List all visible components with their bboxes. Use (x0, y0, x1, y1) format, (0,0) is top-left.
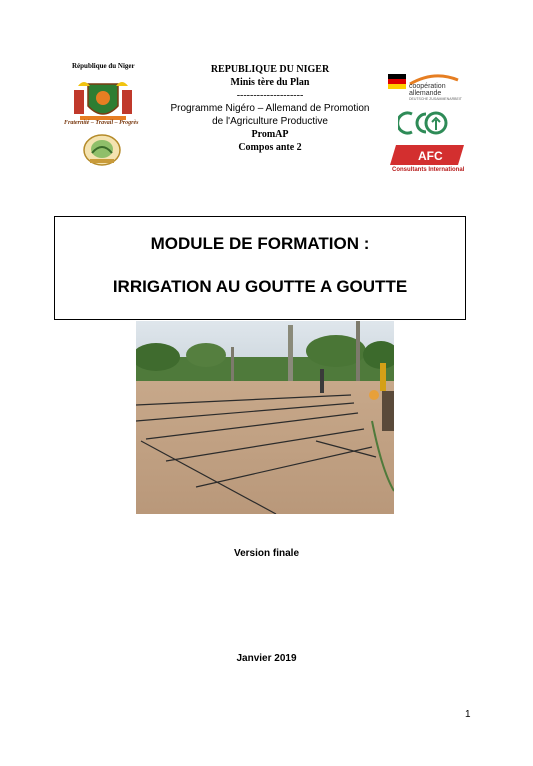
title-box (54, 216, 466, 320)
seal-emblem-icon (82, 133, 122, 167)
version-label: Version finale (233, 548, 300, 559)
ministry-name: Minis tère du Plan (230, 77, 310, 88)
coop-text (409, 83, 446, 97)
motto-text: Fraternité – Travail – Progrès (64, 120, 139, 126)
drip-irrigation-photo (136, 321, 394, 514)
date-label: Janvier 2019 (236, 653, 297, 664)
programme-line-2: de l'Agriculture Productive (212, 116, 328, 127)
header-block (140, 63, 400, 154)
programme-line-1: Programme Nigéro – Allemand de Promotion (170, 103, 370, 114)
afc-logo-icon (390, 145, 464, 165)
eco-logo-icon (398, 108, 448, 138)
page-number: 1 (465, 709, 471, 720)
coop-text-2: allemande (409, 90, 442, 97)
country-name: REPUBLIQUE DU NIGER (210, 64, 330, 75)
component-name: Compos ante 2 (238, 142, 302, 153)
title-line-1: MODULE DE FORMATION : (150, 234, 370, 253)
niger-coat-of-arms-icon (70, 76, 136, 126)
coop-subtitle: DEUTSCHE ZUSAMMENARBEIT (409, 97, 462, 101)
title-line-2: IRRIGATION AU GOUTTE A GOUTTE (112, 277, 408, 296)
project-name: PromAP (251, 129, 289, 140)
separator-line: -------------------- (236, 90, 304, 101)
republic-label: République du Niger (72, 62, 135, 70)
afc-logo-text: AFC (418, 149, 443, 163)
afc-subtitle: Consultants International (392, 167, 465, 173)
coop-text-1: coopération (409, 83, 446, 90)
